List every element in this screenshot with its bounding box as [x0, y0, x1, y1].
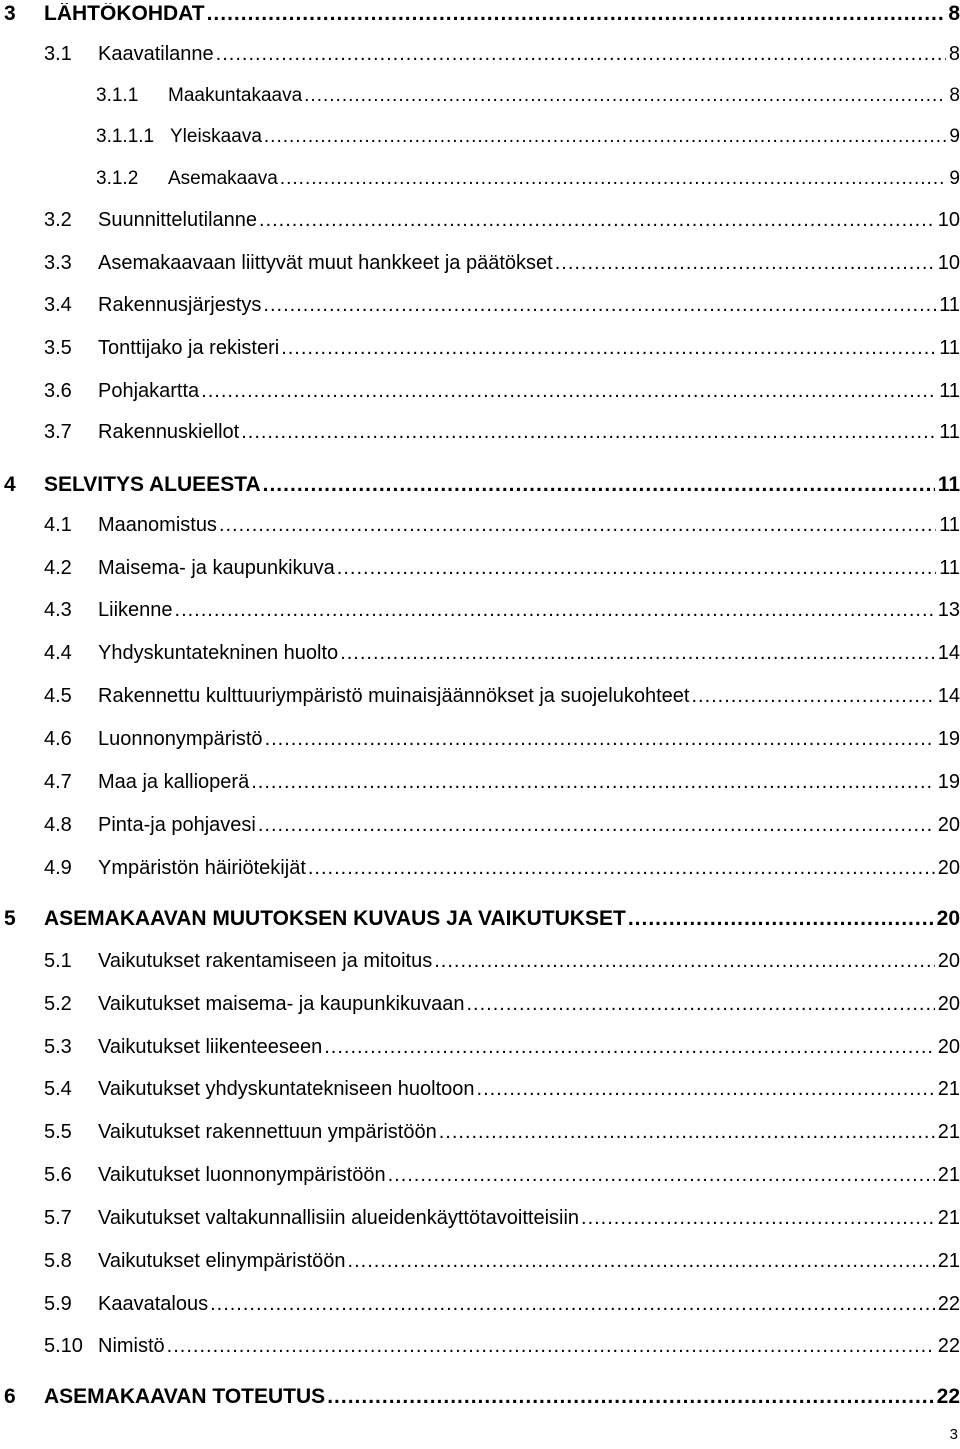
- toc-entry-title: Vaikutukset luonnonympäristöön: [98, 1165, 386, 1185]
- toc-entry-page: 10: [937, 253, 960, 273]
- dot-leader: [628, 908, 934, 929]
- toc-entry-title: Ympäristön häiriötekijät: [98, 858, 306, 878]
- toc-entry-page: 20: [937, 815, 960, 835]
- toc-entry-page: 9: [949, 127, 960, 146]
- toc-entry-number: 5.9: [44, 1293, 72, 1315]
- toc-entry-title: Liikenne: [98, 600, 173, 620]
- toc-entry-page: 11: [939, 381, 960, 401]
- toc-entry-title: Kaavatalous: [98, 1294, 209, 1314]
- toc-entry-number: 3.7: [44, 421, 72, 443]
- toc-entry-title: Vaikutukset maisema- ja kaupunkikuvaan: [98, 994, 465, 1014]
- toc-entry-title: Vaikutukset rakennettuun ympäristöön: [98, 1122, 437, 1142]
- toc-entry-number: 5.5: [44, 1121, 72, 1143]
- toc-entry-title: Vaikutukset elinympäristöön: [98, 1251, 346, 1271]
- dot-leader: [340, 643, 935, 663]
- toc-entry-number: 4.4: [44, 642, 72, 664]
- toc-entry-title: Yleiskaava: [170, 127, 262, 146]
- toc-entry-number: 4.7: [44, 771, 72, 793]
- toc-entry-title: SELVITYS ALUEESTA: [44, 474, 261, 495]
- dot-leader: [258, 815, 935, 835]
- dot-leader: [324, 1037, 935, 1057]
- toc-entry-title: Pohjakartta: [98, 381, 200, 401]
- dot-leader: [263, 474, 935, 495]
- dot-leader: [201, 381, 936, 401]
- toc-entry-title: Vaikutukset yhdyskuntatekniseen huoltoon: [98, 1079, 475, 1099]
- toc-entry-title: Maa ja kallioperä: [98, 772, 250, 792]
- dot-leader: [327, 1386, 933, 1407]
- toc-entry-title: Asemakaava: [168, 169, 278, 188]
- dot-leader: [337, 558, 936, 578]
- dot-leader: [439, 1122, 935, 1142]
- toc-entry-number: 4.6: [44, 728, 72, 750]
- dot-leader: [388, 1165, 935, 1185]
- toc-entry-number: 3.5: [44, 337, 72, 359]
- toc-entry-page: 11: [939, 515, 960, 535]
- toc-entry-number: 5.10: [44, 1335, 83, 1357]
- toc-entry-number: 4.9: [44, 857, 72, 879]
- toc-entry-page: 11: [939, 338, 960, 358]
- toc-entry-page: 14: [937, 686, 960, 706]
- dot-leader: [691, 686, 934, 706]
- toc-entry-page: 20: [937, 1037, 960, 1057]
- toc-entry-page: 14: [937, 643, 960, 663]
- toc-entry-page: 20: [937, 858, 960, 878]
- toc-entry-number: 5: [4, 907, 16, 930]
- toc-entry-page: 8: [948, 44, 960, 64]
- dot-leader: [167, 1336, 935, 1356]
- toc-entry-number: 3.1.1.1: [96, 126, 155, 147]
- toc-entry-page: 11: [939, 295, 960, 315]
- toc-entry-title: Luonnonympäristö: [98, 729, 263, 749]
- toc-entry-title: Nimistö: [98, 1336, 165, 1356]
- dot-leader: [280, 169, 947, 188]
- dot-leader: [555, 253, 935, 273]
- toc-entry-page: 10: [937, 210, 960, 230]
- toc-entry-title: Rakennuskiellot: [98, 422, 240, 442]
- toc-entry-page: 11: [939, 558, 960, 578]
- toc-entry-page: 8: [948, 3, 960, 24]
- toc-entry-page: 20: [937, 994, 960, 1014]
- toc-entry-page: 21: [937, 1122, 960, 1142]
- toc-entry-number: 3.4: [44, 294, 72, 316]
- toc-entry-number: 5.7: [44, 1207, 72, 1229]
- toc-entry-page: 21: [937, 1208, 960, 1228]
- dot-leader: [207, 3, 946, 24]
- toc-entry-number: 5.1: [44, 950, 72, 972]
- toc-entry-page: 21: [937, 1251, 960, 1271]
- dot-leader: [304, 86, 946, 105]
- toc-entry-number: 3.1.2: [96, 168, 139, 189]
- toc-entry-number: 3: [4, 2, 16, 25]
- page-number: 3: [949, 1426, 958, 1443]
- toc-entry-title: Kaavatilanne: [98, 44, 214, 64]
- dot-leader: [259, 210, 935, 230]
- toc-entry-title: Vaikutukset rakentamiseen ja mitoitus: [98, 951, 433, 971]
- toc-entry-title: Asemakaavaan liittyvät muut hankkeet ja päätökset: [98, 253, 553, 273]
- toc-entry-page: 8: [949, 86, 960, 105]
- toc-entry-title: ASEMAKAAVAN MUUTOKSEN KUVAUS JA VAIKUTUKSET: [44, 908, 626, 929]
- toc-entry-number: 3.3: [44, 252, 72, 274]
- toc-entry-number: 3.6: [44, 380, 72, 402]
- dot-leader: [265, 729, 935, 749]
- toc-entry-title: LÄHTÖKOHDAT: [44, 3, 205, 24]
- toc-entry-page: 20: [936, 908, 960, 929]
- toc-entry-number: 5.3: [44, 1036, 72, 1058]
- toc-entry-page: 11: [939, 422, 960, 442]
- dot-leader: [281, 338, 936, 358]
- dot-leader: [348, 1251, 935, 1271]
- toc-entry-title: ASEMAKAAVAN TOTEUTUS: [44, 1386, 326, 1407]
- toc-entry-title: Maanomistus: [98, 515, 217, 535]
- toc-entry-title: Pinta-ja pohjavesi: [98, 815, 256, 835]
- toc-entry-number: 4.8: [44, 814, 72, 836]
- toc-entry-title: Vaikutukset valtakunnallisiin alueidenkäyttötavoitteisiin: [98, 1208, 580, 1228]
- toc-entry-number: 6: [4, 1385, 16, 1408]
- dot-leader: [175, 600, 935, 620]
- toc-entry-number: 3.2: [44, 209, 72, 231]
- toc-entry-title: Rakennusjärjestys: [98, 295, 262, 315]
- toc-entry-page: 22: [937, 1294, 960, 1314]
- toc-entry-number: 5.2: [44, 993, 72, 1015]
- toc-entry-title: Suunnittelutilanne: [98, 210, 258, 230]
- toc-entry-page: 13: [937, 600, 960, 620]
- dot-leader: [210, 1294, 935, 1314]
- toc-entry-number: 3.1.1: [96, 85, 139, 106]
- toc-entry-number: 5.8: [44, 1250, 72, 1272]
- toc-entry-page: 21: [937, 1079, 960, 1099]
- toc-entry-title: Tonttijako ja rekisteri: [98, 338, 280, 358]
- dot-leader: [251, 772, 935, 792]
- toc-entry-page: 19: [937, 772, 960, 792]
- dot-leader: [263, 295, 936, 315]
- dot-leader: [466, 994, 934, 1014]
- toc-entry-page: 20: [937, 951, 960, 971]
- toc-entry-title: Yhdyskuntatekninen huolto: [98, 643, 339, 663]
- toc-entry-title: Vaikutukset liikenteeseen: [98, 1037, 323, 1057]
- dot-leader: [264, 127, 947, 146]
- toc-entry-number: 4: [4, 473, 16, 496]
- toc-entry-number: 4.3: [44, 599, 72, 621]
- dot-leader: [216, 44, 946, 64]
- toc-entry-page: 22: [937, 1336, 960, 1356]
- toc-entry-page: 19: [937, 729, 960, 749]
- dot-leader: [581, 1208, 935, 1228]
- toc-entry-page: 21: [937, 1165, 960, 1185]
- dot-leader: [477, 1079, 935, 1099]
- dot-leader: [434, 951, 935, 971]
- toc-entry-page: 11: [937, 474, 960, 495]
- toc-entry-page: 9: [949, 169, 960, 188]
- dot-leader: [241, 422, 936, 442]
- toc-entry-number: 4.5: [44, 685, 72, 707]
- toc-entry-title: Maakuntakaava: [168, 86, 303, 105]
- toc-entry-number: 4.2: [44, 557, 72, 579]
- toc-entry-title: Rakennettu kulttuuriympäristö muinaisjäännökset ja suojelukohteet: [98, 686, 690, 706]
- toc-entry-number: 4.1: [44, 514, 72, 536]
- toc-entry-number: 3.1: [44, 43, 72, 65]
- toc-entry-title: Maisema- ja kaupunkikuva: [98, 558, 335, 578]
- toc-entry-number: 5.4: [44, 1078, 72, 1100]
- toc-entry-number: 5.6: [44, 1164, 72, 1186]
- dot-leader: [219, 515, 936, 535]
- dot-leader: [308, 858, 935, 878]
- toc-entry-page: 22: [936, 1386, 960, 1407]
